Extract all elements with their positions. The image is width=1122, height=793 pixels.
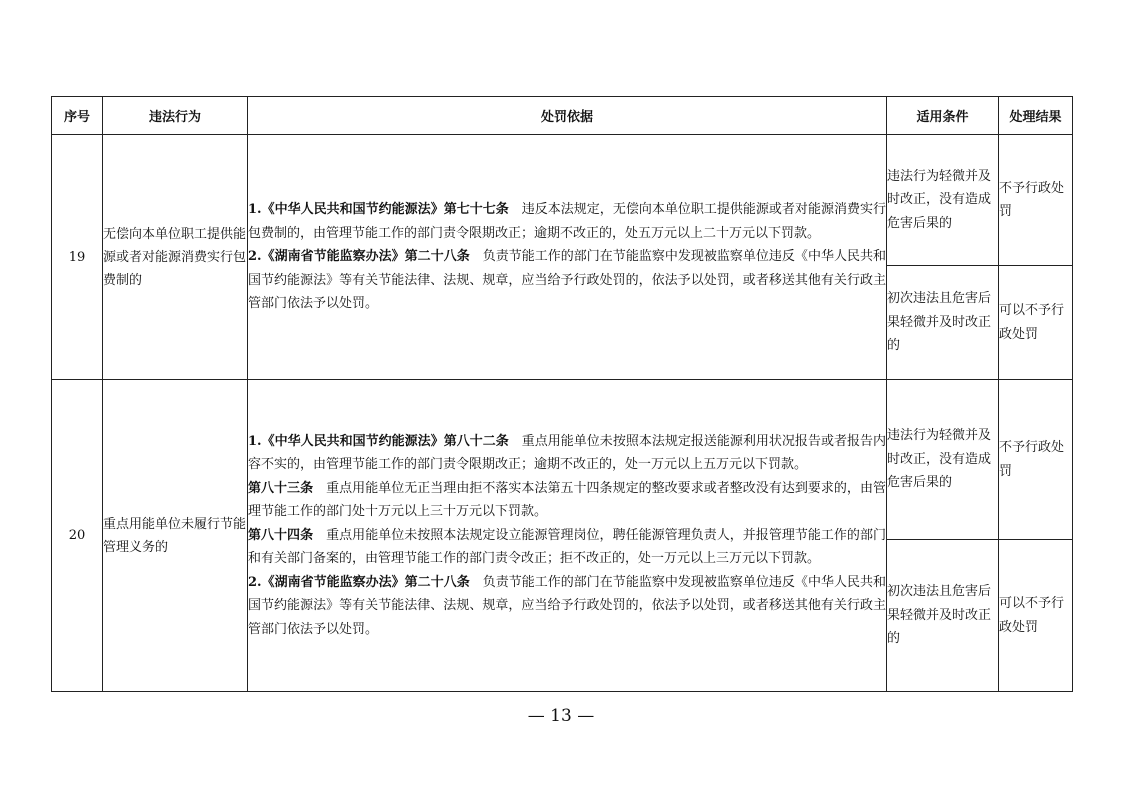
page-number: — 13 — [527, 706, 595, 726]
basis-text: 重点用能单位无正当理由拒不落实本法第五十四条规定的整改要求或者整改没有达到要求的，由管理节能工作的部门处十万元以上三十万元以下罚款。 [248, 480, 886, 520]
basis-paragraph [248, 477, 886, 524]
basis-paragraph [248, 524, 886, 571]
row-result: 不予行政处罚 [999, 380, 1073, 540]
table-header-row [52, 97, 1073, 135]
header-result: 处理结果 [999, 97, 1073, 135]
basis-ref: 第八十四条 [248, 527, 314, 543]
header-seq: 序号 [52, 97, 103, 135]
basis-text: 重点用能单位未按照本法规定设立能源管理岗位，聘任能源管理负责人，并报管理节能工作的部门和有关部门备案的，由管理节能工作的部门责令改正；拒不改正的，处一万元以上三万元以下罚款。 [248, 527, 886, 567]
table-row [52, 135, 1073, 266]
row-seq: 19 [52, 135, 103, 380]
row-violation: 重点用能单位未履行节能管理义务的 [103, 380, 248, 692]
row-condition: 初次违法且危害后果轻微并及时改正的 [887, 540, 999, 692]
row-basis [248, 380, 887, 692]
basis-ref: 2.《湖南省节能监察办法》第二十八条 [248, 574, 470, 590]
row-seq: 20 [52, 380, 103, 692]
basis-paragraph [248, 430, 886, 477]
basis-paragraph [248, 571, 886, 642]
basis-paragraph [248, 245, 886, 316]
row-condition: 违法行为轻微并及时改正，没有造成危害后果的 [887, 380, 999, 540]
row-basis [248, 135, 887, 380]
basis-text: 违反本法规定，无偿向本单位职工提供能源或者对能源消费实行包费制的，由管理节能工作的部门责令限期改正；逾期不改正的，处五万元以上二十万元以下罚款。 [248, 202, 886, 241]
header-basis: 处罚依据 [248, 97, 887, 135]
basis-ref: 第八十三条 [248, 480, 314, 496]
row-violation: 无偿向本单位职工提供能源或者对能源消费实行包费制的 [103, 135, 248, 380]
header-violation: 违法行为 [103, 97, 248, 135]
basis-text: 负责节能工作的部门在节能监察中发现被监察单位违反《中华人民共和国节约能源法》等有关节能法律、法规、规章，应当给予行政处罚的，依法予以处罚，或者移送其他有关行政主管部门依法予以处罚。 [248, 574, 886, 637]
header-condition: 适用条件 [887, 97, 999, 135]
row-result: 可以不予行政处罚 [999, 266, 1073, 380]
row-result: 不予行政处罚 [999, 135, 1073, 266]
basis-ref: 1.《中华人民共和国节约能源法》第八十二条 [248, 433, 509, 449]
basis-paragraph [248, 198, 886, 245]
row-condition: 违法行为轻微并及时改正，没有造成危害后果的 [887, 135, 999, 266]
basis-ref: 1.《中华人民共和国节约能源法》第七十七条 [248, 202, 509, 218]
row-result: 可以不予行政处罚 [999, 540, 1073, 692]
row-condition: 初次违法且危害后果轻微并及时改正的 [887, 266, 999, 380]
basis-text: 负责节能工作的部门在节能监察中发现被监察单位违反《中华人民共和国节约能源法》等有关节能法律、法规、规章，应当给予行政处罚的，依法予以处罚，或者移送其他有关行政主管部门依法予以处罚。 [248, 249, 886, 312]
table-row [52, 380, 1073, 540]
penalty-table [51, 96, 1073, 692]
basis-ref: 2.《湖南省节能监察办法》第二十八条 [248, 249, 470, 265]
basis-text: 重点用能单位未按照本法规定报送能源利用状况报告或者报告内容不实的，由管理节能工作的部门责令限期改正；逾期不改正的，处一万元以上五万元以下罚款。 [248, 433, 886, 473]
